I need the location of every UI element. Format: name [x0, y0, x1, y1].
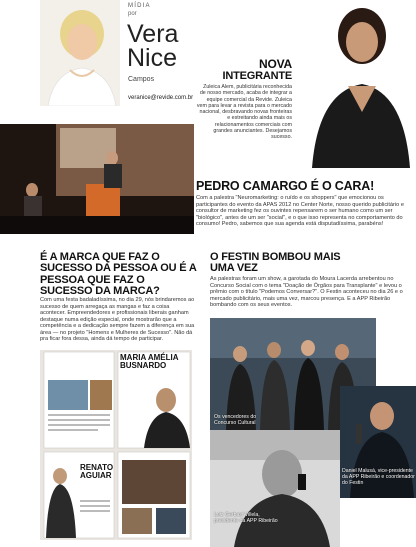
magazine-name-aguiar: AGUIAR: [80, 471, 112, 480]
byline-por: por: [128, 11, 137, 17]
columnist-photo: [40, 0, 120, 106]
luiz-villela-photo: [210, 430, 340, 547]
magazine-name-renato: RENATO: [80, 463, 114, 472]
festin-caption-daniel: Daniel Malusá, vice-presidente da APP Ribeirão e coordenador do Festin: [342, 468, 415, 486]
nova-integrante-headline-2: INTEGRANTE: [222, 70, 292, 82]
nova-integrante-body: Zuleica Alem, publicitária reconhecida de nosso mercado, acaba de integrar a equipe comercial da Revide. Zuleica vem para levar a revista para o mercado nacional, desbravando novas fronteiras e estreitando ainda mais os relacionamentos comerciais com grandes anunciantes. Desejamos sucesso.: [196, 84, 292, 141]
author-first-name: Vera: [127, 20, 179, 48]
pedro-stage-photo: [0, 124, 194, 234]
author-last-name: Nice: [127, 44, 178, 72]
section-label: MÍDIA: [128, 3, 151, 9]
magazine-name-maria: MARIA AMÉLIA: [120, 353, 179, 362]
pedro-headline: PEDRO CAMARGO É O CARA!: [196, 179, 375, 193]
pedro-body: Com a palestra "Neuromarketing: o ruído e os shoppers" que emocionou os participantes do evento da APAS 2012 no Center Norte, nosso querido publicitário e consultor de marketing fez os ouvintes repensarem o ser humano como um ser "biológico", antes de um ser "social", e o que isso representa no comportamento do consumo! Pedro, sabemos que sua agenda está disputadíssima, parabéns!: [196, 195, 404, 227]
zuleica-photo: [292, 0, 416, 168]
festin-headline: O FESTIN BOMBOU MAIS UMA VEZ: [210, 251, 341, 275]
marca-headline: É A MARCA QUE FAZ O SUCESSO DA PESSOA OU É A PESSOA QUE FAZ O SUCESSO DA MARCA?: [40, 251, 197, 297]
author-email: veranice@revide.com.br: [128, 95, 194, 101]
festin-body: As palestras foram um show, a garotada do Moura Lacerda arrebentou no Concurso Social com o tema "Doação de Órgãos para Transplante" e levou o prêmio com o título "Podemos Conversar?". O Festin aconteceu no dia 26 e o mercado publicitário, mais uma vez, marcou presença. E a APP Ribeirão bombando com os seus eventos.: [210, 276, 403, 308]
nova-integrante-headline-1: NOVA: [259, 57, 292, 71]
daniel-malusa-photo: [340, 386, 416, 498]
festin-caption-winners: Os vencedores do Concurso Cultural: [214, 414, 257, 426]
marca-body: Com uma festa badaladíssima, no dia 29, nós brindaremos ao sucesso de quem arregaça as mangas e faz a coisa acontecer. Empreendedores e profissionais liberais ganham destaque numa edição especial, onde mostrarão que a competência e a dedicação sempre fazem a diferença em sua área — no projeto "Homens e Mulheres de Sucesso". Não dá pra ficar fora dessa, ainda dá tempo de participar.: [40, 297, 195, 342]
magazine-name-busnardo: BUSNARDO: [120, 361, 167, 370]
magazine-spread-photo: [40, 350, 192, 540]
festin-caption-luiz: Luiz Gerbasi Villela, presidente da APP Ribeirão: [214, 512, 278, 524]
author-surname: Campos: [128, 76, 155, 83]
